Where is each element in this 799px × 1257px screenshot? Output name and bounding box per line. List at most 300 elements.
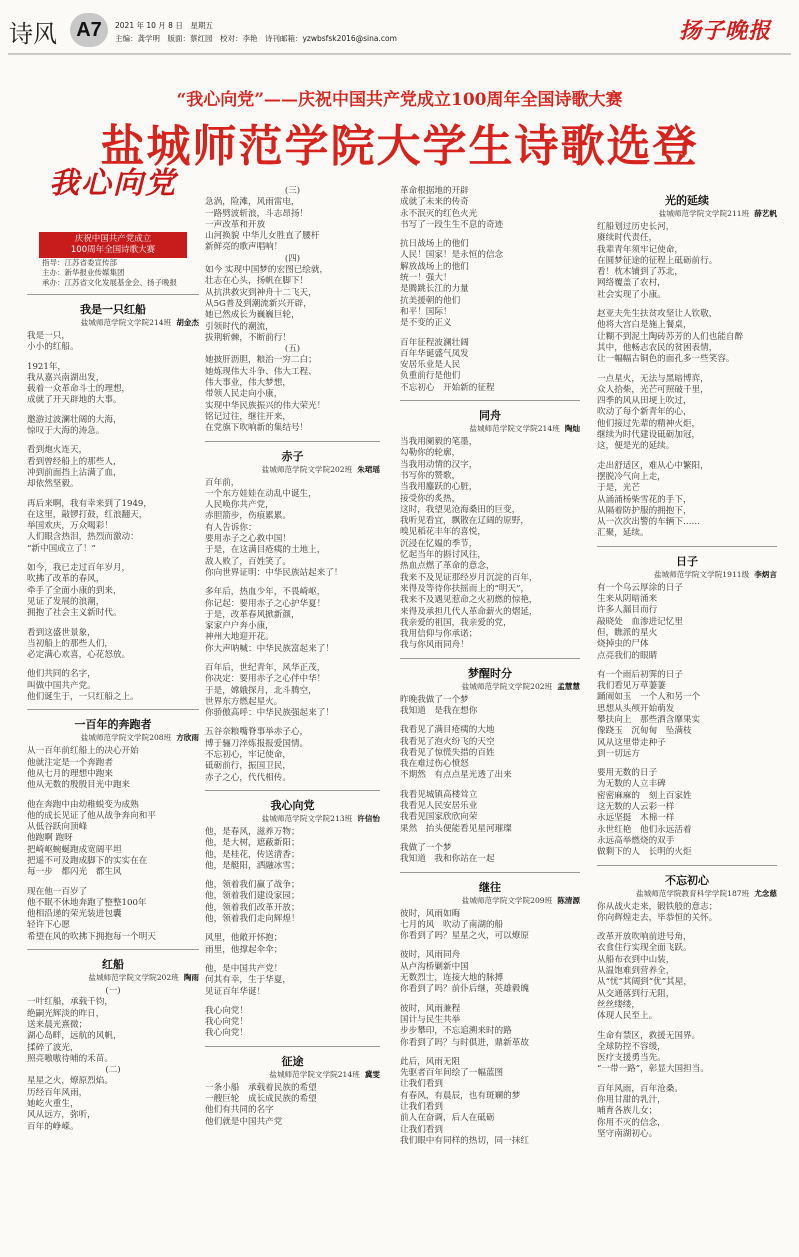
author-school: 盐城师范学院文学院214班	[269, 1069, 360, 1079]
poem-line: 当初船上的那些人们，	[27, 638, 113, 649]
page-number: A7	[70, 13, 108, 47]
poem-line: 有一个雨后初霁的日子	[597, 669, 683, 680]
poem-line: 我亲爱的祖国，我亲爱的党，	[400, 617, 512, 628]
poem-line: 揉碎了波光，	[27, 1042, 79, 1053]
poem-title: 我是一只红船	[80, 303, 146, 316]
poem-line: 家家户户奔小康，	[205, 621, 274, 632]
poem-line: 照亮嗷嗷待哺的禾苗。	[27, 1053, 113, 1064]
poem-line: 叫做中国共产党。	[27, 680, 96, 691]
poem-line: 我听见看宜，飘散在辽阔的原野，	[400, 516, 529, 527]
poem-line: 他在奔跑中由幼稚蜕变为成熟	[27, 799, 139, 810]
poem-line: 让一幅幅古铜色的面孔多一些笑容。	[597, 354, 735, 365]
poem-line: 敌人败了，百姓笑了。	[205, 556, 291, 567]
stanza-gap	[205, 872, 380, 880]
poem-line: 不期然 有点点星光透了出来	[400, 770, 512, 781]
poem-line: 四季的风从田埂上吹过，	[597, 396, 692, 407]
poem-line: 医疗支援勇当先。	[597, 1053, 666, 1064]
banner-line: 100周年全国诗歌大赛	[70, 245, 156, 255]
poem-line: 他跑啊 跑呀	[27, 833, 73, 844]
page-subtitle: “我心向党”——庆祝中国共产党成立100周年全国诗歌大赛	[176, 90, 623, 110]
poem-line: 和平！国际！	[400, 306, 452, 317]
poem-line: 新鲜亮的歌声唱响！	[205, 242, 283, 253]
poem-line: 在圆梦征途的征程上砥砺前行。	[597, 255, 718, 266]
contest-banner	[39, 232, 187, 258]
poem-line: 她披肝沥胆，粮治一穷二白；	[205, 355, 317, 366]
poem-line: 她已然成长为巍巍巨轮，	[205, 310, 300, 321]
poem-line: 见证了发展的浪潮，	[27, 596, 105, 607]
poem-line: 体现人民至上。	[597, 1011, 658, 1022]
poem-line: 有一个乌云厚涂的日子	[597, 582, 683, 593]
section-number: (一)	[105, 986, 121, 997]
poem-line: 他们共同的名字，	[27, 669, 96, 680]
section-number: (五)	[284, 344, 301, 355]
poem-line: 社会实现了小康。	[597, 289, 666, 300]
poem-line: 人们眼含热泪，热烈而激动：	[27, 532, 139, 543]
poem-line: 风从这里带走种子	[597, 737, 666, 748]
poem-line: “一带一路”，彰显大国担当。	[597, 1064, 709, 1075]
stanza-gap	[27, 792, 199, 800]
poem-line: 如今，我已走过百年岁月，	[27, 563, 131, 574]
poem-line: 赵亚夫先生扶贫攻坚让人钦敬，	[597, 309, 718, 320]
poem-line: 风从远方，弥听，	[27, 1110, 96, 1121]
column-2	[205, 186, 380, 1128]
poem-title: 日子	[676, 554, 698, 568]
poem-line: 彼时，风雨兼程	[400, 1003, 461, 1014]
poem-line: 他的成长见证了他从战争奔向和平	[27, 810, 156, 821]
author-school: 盐城师范学院文学院202班	[88, 973, 179, 983]
poem-line: 我看见了泡火纷飞的天空	[400, 736, 495, 747]
author-name: 朱珺瑶	[357, 464, 380, 474]
author-name: 许信怡	[357, 813, 380, 823]
poem-line: 从涌涌杨柴雪花的手下，	[597, 494, 692, 505]
poem-line: 红船划过历史长河，	[597, 222, 675, 232]
poem-line: 走出舒适区，难从心中繁阳，	[597, 460, 709, 471]
poem-line: 从温饱难到营养全，	[597, 966, 675, 977]
poem-line: 我是一只，	[27, 331, 70, 341]
poem-line: 你看到了吗？与时俱进，鼎新革故	[400, 1037, 529, 1048]
poem-line: 百年征程波澜壮阔	[400, 337, 469, 348]
poem-line: 从5G普及到潮流新兴开辟，	[205, 298, 312, 309]
organizer-line: 指导：江苏省委宣传部	[42, 258, 117, 267]
poem-line: 我辈青年须牢记使命，	[597, 244, 683, 255]
poem-line: 他，领着我们赢了战争；	[205, 880, 300, 891]
poem-line: 你大声呐喊：中华民族富起来了！	[205, 643, 334, 654]
poem-line: 我用信仰与你承诺；	[400, 629, 478, 640]
poem-line: 冲到前面挡上沾满了血，	[27, 467, 122, 478]
poem-line: 你用甘甜的乳汁，	[597, 1095, 666, 1105]
poem-line: 看！枕木铺到了苏北，	[597, 267, 683, 278]
divider	[400, 872, 580, 873]
poem-line: 生来从阴暗涌来	[597, 594, 658, 605]
poem-line: 他，是中国共产党！	[205, 963, 283, 974]
stanza-gap	[597, 453, 777, 461]
poem-line: 现在他一百岁了	[27, 886, 88, 897]
divider	[400, 400, 580, 401]
poem-line: 你记起：要用赤子之心护华夏！	[205, 598, 326, 609]
poem-line: 博于骊刀淬炼报报爱国情。	[205, 738, 309, 749]
section-name: 诗风	[9, 20, 57, 48]
contest-logo	[27, 166, 199, 232]
poem-line: 他，是艇阳，洒融冰雪；	[205, 860, 300, 871]
author-name: 李炳言	[754, 569, 777, 579]
poem-line: 让我们看到	[400, 1124, 443, 1135]
stanza-gap	[205, 998, 380, 1006]
poem-line: 彼时，风雨同舟	[400, 950, 461, 961]
poem-line: 烧掉虫的尸体	[597, 639, 649, 650]
poem-line: 希望在风的吹拂下拥抱每一个明天	[27, 931, 156, 942]
poem-line: 为无数的人立丰碑	[597, 779, 666, 790]
poem-line: 于是，在这满目疮痍的土地上，	[205, 545, 326, 556]
stanza-gap	[205, 655, 380, 663]
poem-byline	[205, 1069, 380, 1080]
poem-line: 他从七月的理想中跑来	[27, 768, 113, 779]
poem-line: 但，瞧派的星火	[597, 627, 658, 638]
stanza-gap	[400, 330, 580, 338]
poem-line: 引领时代的潮流，	[205, 321, 274, 332]
stanza-gap	[27, 555, 199, 563]
author-school: 盐城师范学院文学院1911级	[653, 569, 750, 579]
poem-title: 征途	[281, 1054, 304, 1068]
poem-byline	[400, 895, 580, 906]
poem-line: 全球防控不容缓，	[597, 1041, 666, 1052]
column-3	[400, 186, 580, 1147]
column-1	[27, 166, 199, 1133]
poem-line: 我看见国家欣欣向荣	[400, 812, 478, 823]
stanza-gap	[27, 620, 199, 628]
poem-line: 我来不及遇见惹命之火初燃的惊艳，	[400, 595, 538, 606]
poem-line: 此后，风雨无阻	[400, 1056, 461, 1067]
divider	[205, 790, 380, 791]
poem-line: 这时，我望见沧海桑田的巨变，	[400, 504, 521, 515]
poem-line: 百年风雨，百年沧桑。	[597, 1083, 683, 1094]
author-school: 盐城师范学院文学院208班	[80, 733, 172, 743]
newspaper-logo: 扬子晚报	[678, 18, 771, 44]
poem-line: 攀扶向上 那些洒含靡果实	[597, 714, 701, 725]
poem-line: 书写了一段生生不息的奇迹	[400, 219, 504, 230]
poem-line: 做剩下的人 长明的火炬	[597, 847, 692, 858]
poem-line: 拔荆斩棘，不断前行！	[205, 332, 291, 343]
divider	[27, 949, 199, 950]
poem-line: 百年的峥嵘。	[27, 1121, 79, 1132]
poem-line: 雨里，他撑起伞伞；	[205, 944, 283, 955]
poem-line: 成就了开天辟地的大事。	[27, 395, 122, 406]
poem-line: 抗美援朝的他们	[400, 295, 461, 306]
stanza-gap	[400, 835, 580, 843]
poem-line: 惊叹于大海的涛急。	[27, 426, 105, 437]
poem-title: 继往	[479, 880, 501, 894]
poem-line: 人民唤你共产党，	[205, 500, 274, 511]
poem-line: 历经百年风雨，	[27, 1087, 88, 1098]
poem-line: 他将大宫白是施上餐桌，	[597, 320, 692, 331]
poem-line: 我看见了惊慌失措的百姓	[400, 747, 495, 758]
section-number: (二)	[105, 1065, 121, 1076]
poem-line: 急涡，险滩，风雨雷电，	[205, 197, 300, 208]
author-name: 陶雨	[183, 973, 199, 983]
poem-line: 我心向党！	[205, 1017, 248, 1028]
poem-line: 来得及等待你扶摇而上的“明天”，	[400, 583, 530, 594]
poem-line: 勾勒你的轮廓，	[400, 448, 461, 459]
poem-line: 我们看见万草萋萋	[597, 681, 666, 692]
author-school: 盐城师范学院文学院214班	[80, 318, 172, 327]
poem-line: 你决定：要用赤子之心伴中华！	[205, 674, 326, 685]
author-name: 胡金杰	[176, 318, 199, 327]
stanza-gap	[597, 924, 777, 932]
poem-byline	[597, 888, 777, 899]
author-school: 盐城师范学院文学院209班	[461, 895, 553, 905]
poem-title: 我心向党	[270, 798, 315, 812]
author-name: 薛艺帆	[754, 209, 777, 218]
poem-line: 百年华诞盛气凤发	[400, 348, 469, 359]
poem-line: 实现中华民族振兴的伟大荣光！	[205, 400, 326, 411]
poem-byline	[597, 208, 777, 219]
poem-byline	[597, 569, 777, 580]
poem-line: 载着一众革命斗士的理想，	[27, 384, 131, 395]
poem-line: 于是，改革春风掀新颜，	[205, 609, 300, 620]
poem-line: 你从战火走来，锻铁般的意志；	[597, 901, 718, 912]
poem-title: 不忘初心	[665, 873, 709, 887]
poem-line: 永远高举燃烧的双手	[597, 835, 675, 846]
stanza-gap	[597, 1076, 777, 1084]
author-school: 盐城师范学院文学院202班	[461, 681, 553, 691]
divider	[597, 865, 777, 866]
divider	[205, 1046, 380, 1047]
logo-lettering: 我心向党	[49, 166, 177, 201]
poem-line: 无数烈士，连接大地的脉搏	[400, 973, 504, 984]
section-number: (四)	[284, 253, 301, 264]
stanza-gap	[400, 782, 580, 790]
poem-line: 赓续时代责任，	[597, 233, 658, 244]
poem-line: 一声改革和开放	[205, 219, 266, 230]
poem-line: 必定满心欢喜，心花怒放。	[27, 650, 131, 661]
poem-line: 我与你风雨同舟！	[400, 640, 469, 651]
poem-line: “新中国成立了！”	[27, 543, 96, 554]
poem-line: 让糊不到泥土陶砖苏芳的人们也能自醉	[597, 331, 744, 342]
stanza-gap	[597, 1023, 777, 1031]
poem-byline	[400, 681, 580, 692]
poem-line: 统一！强大！	[400, 273, 452, 284]
poem-line: 有春风，有晨辰，也有斑斓的梦	[400, 1090, 521, 1101]
poem-line: 我看见了满目疮痍的大地	[400, 725, 495, 736]
poem-line: 山河换貌 中华儿女胜直了腰杆	[205, 231, 320, 242]
poem-line: 步步攀印，不忘追溯来时的路	[400, 1026, 512, 1037]
poem-line: 前人在奋调，后人在砥砺	[400, 1113, 495, 1124]
poem-line: 湖心岛畔，远航的风帆，	[27, 1031, 122, 1042]
stanza-gap	[400, 996, 580, 1004]
author-name: 陶灿	[564, 424, 580, 434]
poem-line: 神州大地迎开花。	[205, 632, 274, 643]
poem-title: 同舟	[479, 409, 501, 423]
author-name: 冀雯	[364, 1069, 380, 1079]
poem-line: 世界东方燃起星火。	[205, 696, 283, 707]
poem-line: 看到这盛世景象，	[27, 627, 96, 638]
poem-line: 你看到了吗？星星之火，可以燎原	[400, 931, 529, 942]
poem-byline	[27, 972, 199, 983]
poem-line: 摆脱冷气向上走，	[597, 471, 666, 482]
poem-line: 你向辉煌走去，毕恭恒的关怀。	[597, 912, 718, 923]
poem-line: 当我用阑毅的笔墨，	[400, 437, 478, 448]
poem-line: 他，是大树，遮蔽新阳；	[205, 838, 300, 849]
poem-line: 从卢沟桥剿新中国	[400, 961, 469, 972]
poem-line: 网络覆盖了农村，	[597, 278, 666, 289]
author-name: 陈清源	[557, 895, 580, 905]
poem-line: 让我们看到	[400, 1102, 443, 1112]
poem-line: 革命根据地的开辟	[400, 186, 469, 196]
poem-line: 他，领着我们走向辉煌！	[205, 914, 300, 925]
poem-line: 生命有禁区，救援无国界。	[597, 1030, 701, 1041]
poem-line: 小小的红船。	[27, 342, 79, 353]
poem-line: 邀游过波澜壮阔的大海，	[27, 414, 122, 425]
poem-line: 从“忧”其阔到“优”其屋，	[597, 977, 692, 988]
author-name: 孟慧慧	[557, 681, 580, 691]
divider	[27, 709, 199, 710]
poem-line: 吹动了每个新青年的心，	[597, 407, 692, 418]
poem-line: 像跷玉 沉甸甸 坠满枝	[597, 726, 692, 737]
poem-line: 他们接过先辈的精神火炬，	[597, 418, 701, 429]
poem-title: 红船	[102, 958, 124, 972]
poem-line: 继续为时代建设砥砺加冠，	[597, 430, 701, 441]
poem-line: 其中，他畅志农民的贫困表情，	[597, 342, 718, 353]
poem-line: 从一百年前红船上的决心开始	[27, 746, 139, 757]
author-school: 盐城师范学院文学院213班	[261, 813, 353, 823]
poem-title: 一百年的奔跑者	[74, 718, 152, 732]
poem-line: 他们有共同的名字	[205, 1105, 274, 1116]
poem-line: 于是，光芒	[597, 483, 640, 494]
poem-line: 我们眼中有同样的热切，同一抹红	[400, 1135, 529, 1146]
poem-line: 把崎岖蜿蜒跑成宽阔平坦	[27, 844, 122, 855]
poem-line: 有人告诉你：	[205, 522, 257, 533]
stanza-gap	[400, 231, 580, 239]
poem-line: 一个东方娃娃在动乱中诞生，	[205, 488, 317, 499]
poem-line: 国计与民生共举	[400, 1014, 461, 1025]
page-header	[0, 0, 799, 58]
poem-line: 你向世界证明：中华民族站起来了！	[205, 567, 343, 578]
poem-line: 昨晚我做了一个梦	[400, 694, 469, 705]
poem-line: 从船布衣到中山装，	[597, 954, 675, 965]
poem-line: 举国欢庆，万众喝彩！	[27, 521, 113, 532]
poem-line: 许多人漏目而行	[597, 605, 658, 616]
poem-line: 他就注定是一个奔跑者	[27, 757, 113, 768]
poem-line: 于是，嫦娥探月，北斗腾空，	[205, 685, 317, 696]
poem-line: 密密麻麻的 刻上百家姓	[597, 790, 692, 801]
poem-line: 我看见人民安居乐业	[400, 801, 478, 812]
stanza-gap	[27, 491, 199, 499]
poem-line: 安居乐业是人民	[400, 360, 461, 371]
poem-line: 她炼现伟大斗争、伟大工程、	[205, 366, 317, 377]
poem-line: 我心向党！	[205, 1028, 248, 1039]
poem-line: 丝丝缕缕，	[597, 999, 640, 1010]
poem-line: 从低谷跃向顶峰	[27, 822, 88, 833]
poem-line: 把遥不可及跑成脚下的实实在在	[27, 855, 148, 866]
stanza-gap	[400, 1049, 580, 1057]
poem-line: 他从无数的殷殷目光中跑来	[27, 780, 131, 791]
stanza-gap	[205, 956, 380, 964]
poem-line: 看到炮火连天，	[27, 445, 88, 456]
author-school: 盐城师范学院教育科学学院187班	[636, 888, 750, 898]
stanza-gap	[27, 354, 199, 362]
poem-line: 到一切远方	[597, 748, 640, 759]
poem-line: 他，是桂花，传送清香；	[205, 849, 300, 860]
issue-date: 2021 年 10 月 8 日 星期五	[115, 21, 213, 30]
poem-line: 一叶红船，承载千钧，	[27, 997, 113, 1008]
poem-line: 要用赤子之心救中国！	[205, 534, 291, 545]
poem-line: 牵手了全面小康的到来，	[27, 585, 122, 596]
poem-line: 从隔着防护服的拥抱下，	[597, 505, 692, 516]
divider	[400, 658, 580, 659]
poem-line: 哺育各族儿女；	[597, 1106, 658, 1117]
poem-line: 在这里，敲锣打鼓，红浪翻天，	[27, 509, 148, 520]
poem-line: 星星之火，燎原烈焰。	[27, 1076, 113, 1087]
poem-line: 吹拂了改革的春风，	[27, 574, 105, 585]
poem-line: 汇聚，延续。	[597, 528, 649, 539]
poem-line: 来得及承担几代人革命薪火的熠延，	[400, 606, 538, 617]
poem-line: 思想从头颅开始萌发	[597, 703, 675, 714]
poem-line: 我看见城镇高楼耸立	[400, 789, 478, 800]
poem-line: 却依然坚毅。	[27, 479, 79, 490]
column-4	[597, 186, 777, 1140]
poem-line: 五谷奈粮嘴脊事举赤子心，	[205, 727, 309, 738]
poem-line: 铭记过往，继往开来，	[205, 411, 291, 422]
poem-line: 赤胆箭步，伤痕累累。	[205, 511, 291, 522]
poem-line: 人民！国家！是永恒的信念	[400, 250, 504, 261]
stanza-gap	[27, 879, 199, 887]
author-name: 方欣雨	[176, 733, 199, 743]
poem-line: 改革开放吹响前进号角，	[597, 932, 692, 943]
poem-line: 从抗洪救灾到神舟十二飞天，	[205, 287, 317, 298]
poem-line: 抗日战场上的他们	[400, 239, 469, 250]
poem-line: 轻许下心愿	[27, 920, 70, 931]
poem-line: 沉浸在忆媪的季节，	[400, 538, 478, 549]
poem-line: 1921年，	[27, 361, 67, 372]
poem-line: 我在难过伤心愤怒	[400, 759, 469, 770]
poem-title: 赤子	[281, 449, 304, 463]
poem-line: 衣食住行实现全面飞跃。	[597, 943, 692, 954]
poem-line: 要用无数的日子	[597, 768, 658, 779]
stanza-gap	[597, 662, 777, 670]
poem-line: 是不变的正义	[400, 318, 452, 329]
poem-line: 彼时，风雨如晦	[400, 908, 461, 919]
page-title: 盐城师范学院大学生诗歌选登	[100, 121, 699, 172]
poem-line: 先驱者百年间绘了一幅蓝图	[400, 1068, 504, 1079]
poem-line: 每一步 都闪光 都生风	[27, 867, 122, 878]
poem-line: 是腾跳长江的力量	[400, 284, 469, 295]
poem-line: 赤子之心，代代相传。	[205, 772, 291, 783]
poem-line: 当我用鏖跃的心脏，	[400, 482, 478, 493]
poem-line: 热血点燃了革命的意念，	[400, 561, 495, 572]
poem-byline	[27, 732, 199, 743]
divider	[205, 441, 380, 442]
poem-line: 你看到了吗？前仆后继，英雄毅魄	[400, 984, 529, 995]
organizer-line: 主办：新华报业传媒集团	[42, 268, 125, 277]
stanza-gap	[597, 760, 777, 768]
banner-line: 庆祝中国共产党成立	[74, 234, 152, 244]
poem-line: 七月的风 吹动了南湖的船	[400, 919, 504, 930]
divider	[597, 546, 777, 547]
poem-line: 你用不灭的信念，	[597, 1117, 666, 1128]
poem-line: 我做了一个梦	[400, 842, 452, 853]
poem-line: 忆起当年的斟讨风往，	[400, 550, 486, 561]
poem-line: 点亮我们的眼睛	[597, 650, 658, 661]
poem-line: 接受你的炙热，	[400, 493, 461, 504]
poem-line: 我知道 我和你站在一起	[400, 854, 495, 865]
poem-line: 砥砺前行，振国卫民，	[205, 761, 291, 772]
stanza-gap	[597, 301, 777, 309]
poem-line: 百年前，	[205, 477, 240, 488]
author-name: 尤念慈	[754, 888, 777, 898]
poem-line: 书写你的赞歌，	[400, 470, 461, 481]
poem-line: 永世红艳 他们永远活着	[597, 824, 692, 835]
poem-line: 一路劈波斩浪，斗志昂扬！	[205, 208, 309, 219]
poem-byline	[400, 423, 580, 434]
